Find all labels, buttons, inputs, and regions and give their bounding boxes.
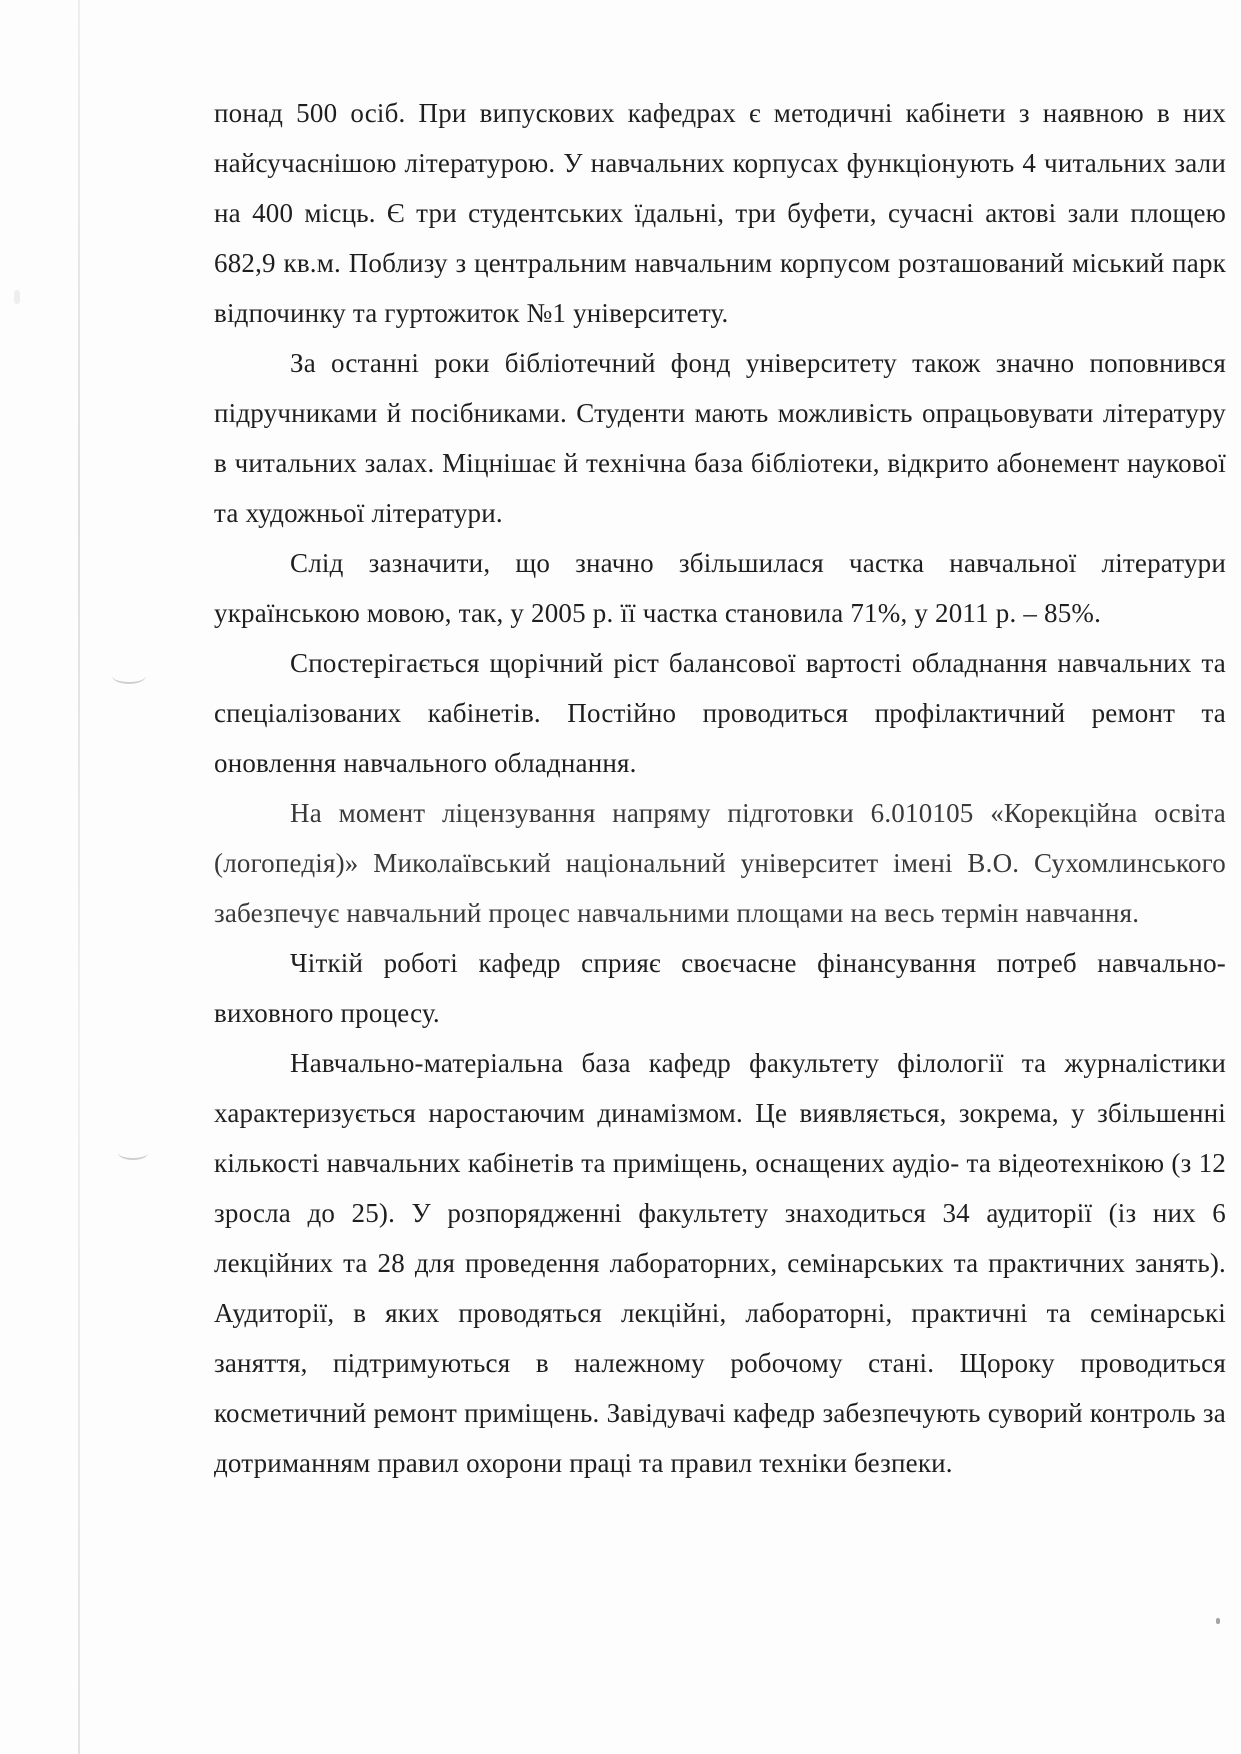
paragraph-equipment-value: Спостерігається щорічний ріст балансової вартості обладнання навчальних та спеціалізованих кабінетів. Постійно проводиться профілактичний ремонт та оновлення навчального обладнання. xyxy=(214,648,1226,778)
paragraph-library-fund: За останні роки бібліотечний фонд університету також значно поповнився підручниками й посібниками. Студенти мають можливість опрацьовувати літературу в читальних залах. Міцнішає й технічна база бібліотеки, відкрито абонемент наукової та художньої літератури. xyxy=(214,348,1226,528)
scan-artifact-mark xyxy=(118,1146,148,1160)
paragraph-facilities: понад 500 осіб. При випускових кафедрах є методичні кабінети з наявною в них найсучаснішою літературою. У навчальних корпусах функціонують 4 читальних зали на 400 місць. Є три студентських їдальні, три буфети, сучасні актові зали площею 682,9 кв.м. Поблизу з центральним навчальним корпусом розташований міський парк відпочинку та гуртожиток №1 університету. xyxy=(214,98,1226,328)
paragraph-licensing: На момент ліцензування напряму підготовки 6.010105 «Корекційна освіта (логопедія)» Миколаївський національний університет імені В.О. Сухомлинського забезпечує навчальний процес навчальними площами на весь термін навчання. xyxy=(214,798,1226,928)
paragraph-faculty-base: Навчально-матеріальна база кафедр факультету філології та журналістики характеризується наростаючим динамізмом. Це виявляється, зокрема, у збільшенні кількості навчальних кабінетів та приміщень, оснащених аудіо- та відеотехнікою (з 12 зросла до 25). У розпорядженні факультету знаходиться 34 аудиторії (із них 6 лекційних та 28 для проведення лабораторних, семінарських та практичних занять). Аудиторії, в яких проводяться лекційні, лабораторні, практичні та семінарські заняття, підтримуються в належному робочому стані. Щороку проводиться косметичний ремонт приміщень. Завідувачі кафедр забезпечують суворий контроль за дотриманням правил охорони праці та правил техніки безпеки. xyxy=(214,1048,1226,1478)
paragraph-financing: Чіткій роботі кафедр сприяє своєчасне фінансування потреб навчально-виховного процесу. xyxy=(214,948,1226,1028)
paragraph-ukrainian-literature-share: Слід зазначити, що значно збільшилася частка навчальної літератури українською мовою, так, у 2005 р. її частка становила 71%, у 2011 р. – 85%. xyxy=(214,548,1226,628)
scan-artifact-dot xyxy=(1216,1618,1220,1624)
binding-edge-shadow xyxy=(78,0,80,1754)
scan-artifact-mark xyxy=(112,668,146,684)
document-body xyxy=(214,88,1226,1488)
scan-artifact-smudge xyxy=(14,290,20,304)
